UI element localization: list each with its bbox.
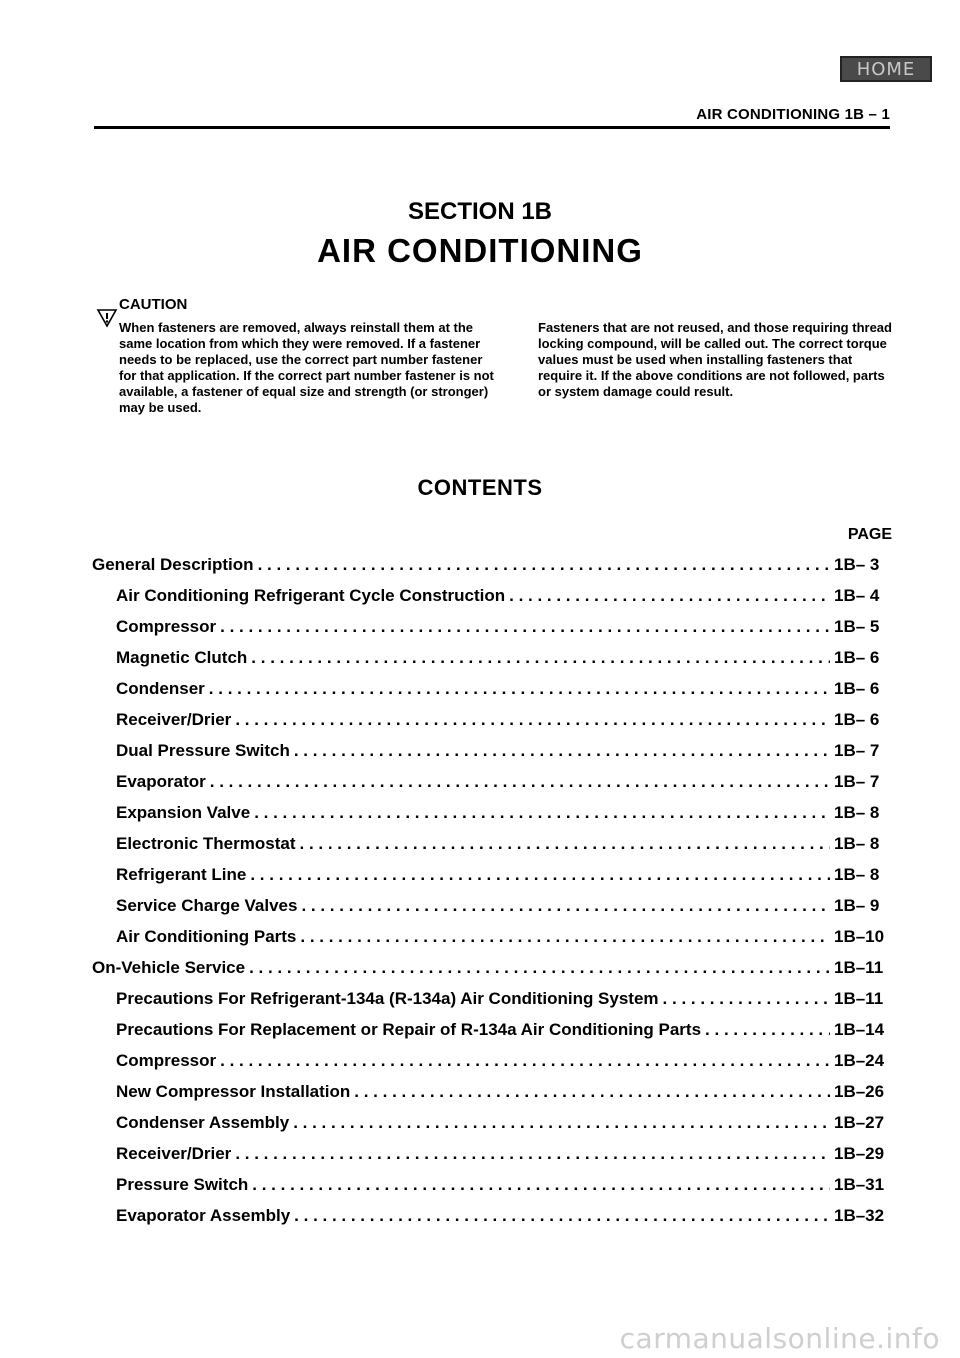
toc-entry-title: Dual Pressure Switch <box>116 741 290 760</box>
toc-entry[interactable] <box>92 1113 892 1144</box>
toc-entry-title: Evaporator <box>116 772 206 791</box>
toc-entry-title: On-Vehicle Service <box>92 958 246 977</box>
toc-entry-page: 1B–14 <box>834 1020 885 1039</box>
toc-entry[interactable] <box>92 1175 892 1206</box>
toc-entry-page: 1B–10 <box>834 927 885 946</box>
toc-entry-title: Air Conditioning Refrigerant Cycle Construction <box>116 586 506 605</box>
toc-leader-dots <box>220 617 830 637</box>
toc-entry-title: Receiver/Drier <box>116 1144 232 1163</box>
toc-leader-dots <box>301 896 830 916</box>
toc-entry[interactable] <box>92 1051 892 1082</box>
toc-entry[interactable] <box>92 989 892 1020</box>
caution-text-left: When fasteners are removed, always reinstall them at the same location from which they were removed. If a fastener needs to be replaced, use the correct part number fastener for that application. If the correct part number fastener is not available, a fastener of equal size and strength (or stronger) may be used. <box>119 320 494 415</box>
toc-entry[interactable] <box>92 1206 892 1237</box>
toc-entry-page: 1B–27 <box>834 1113 885 1132</box>
toc-entry-title: Air Conditioning Parts <box>116 927 297 946</box>
toc-entry-title: New Compressor Installation <box>116 1082 351 1101</box>
toc-entry[interactable] <box>92 648 892 679</box>
toc-leader-dots <box>293 1113 830 1133</box>
toc-entry[interactable] <box>92 772 892 803</box>
toc-leader-dots <box>250 865 830 885</box>
toc-entry-page: 1B– 8 <box>834 865 880 884</box>
contents-title: CONTENTS <box>417 475 543 500</box>
caution-text-right: Fasteners that are not reused, and those requiring thread locking compound, will be called out. The correct torque values must be used when installing fasteners that require it. If the above conditions are not followed, parts or system damage could result. <box>538 320 892 399</box>
toc-entry-title: Condenser Assembly <box>116 1113 290 1132</box>
toc-entry-title: Compressor <box>116 617 217 636</box>
toc-entry[interactable] <box>92 586 892 617</box>
toc-entry-title: Pressure Switch <box>116 1175 249 1194</box>
toc-entry-page: 1B– 6 <box>834 710 880 729</box>
toc-entry-page: 1B–11 <box>834 989 884 1008</box>
toc-leader-dots <box>235 1144 830 1164</box>
toc-entry[interactable] <box>92 958 892 989</box>
toc-entry-title: Receiver/Drier <box>116 710 232 729</box>
toc-entry[interactable] <box>92 896 892 927</box>
toc-entry-title: Compressor <box>116 1051 217 1070</box>
toc-entry[interactable] <box>92 741 892 772</box>
toc-entry-title: General Description <box>92 555 254 574</box>
table-of-contents <box>92 555 892 1237</box>
toc-entry-page: 1B– 6 <box>834 679 880 698</box>
toc-entry[interactable] <box>92 710 892 741</box>
toc-leader-dots <box>210 772 830 792</box>
toc-entry-page: 1B– 3 <box>834 555 880 574</box>
toc-entry-title: Electronic Thermostat <box>116 834 296 853</box>
toc-entry[interactable] <box>92 617 892 648</box>
toc-leader-dots <box>294 1206 830 1226</box>
toc-entry[interactable] <box>92 1020 892 1051</box>
header-rule <box>94 126 890 129</box>
toc-leader-dots <box>249 958 830 978</box>
toc-entry-page: 1B– 6 <box>834 648 880 667</box>
toc-entry-page: 1B– 8 <box>834 834 880 853</box>
toc-entry-page: 1B– 8 <box>834 803 880 822</box>
toc-entry[interactable] <box>92 1082 892 1113</box>
toc-entry[interactable] <box>92 1144 892 1175</box>
toc-entry-page: 1B– 7 <box>834 741 880 760</box>
page-title: AIR CONDITIONING <box>317 232 643 269</box>
toc-entry[interactable] <box>92 555 892 586</box>
toc-entry-page: 1B–26 <box>834 1082 885 1101</box>
toc-entry-title: Refrigerant Line <box>116 865 247 884</box>
toc-leader-dots <box>254 803 830 823</box>
home-button-label: HOME <box>856 58 916 80</box>
toc-leader-dots <box>300 834 831 854</box>
toc-entry-title: Precautions For Refrigerant-134a (R-134a) Air Conditioning System <box>116 989 659 1008</box>
toc-entry-title: Condenser <box>116 679 205 698</box>
toc-leader-dots <box>300 927 830 947</box>
caution-title: CAUTION <box>119 296 188 313</box>
toc-leader-dots <box>235 710 830 730</box>
toc-entry-page: 1B– 9 <box>834 896 880 915</box>
toc-leader-dots <box>663 989 830 1009</box>
toc-leader-dots <box>354 1082 830 1102</box>
toc-leader-dots <box>294 741 830 761</box>
toc-leader-dots <box>705 1020 830 1040</box>
home-button[interactable] <box>840 56 932 82</box>
toc-entry[interactable] <box>92 679 892 710</box>
toc-entry-page: 1B– 5 <box>834 617 880 636</box>
toc-entry-page: 1B–31 <box>834 1175 885 1194</box>
toc-entry-page: 1B–32 <box>834 1206 885 1225</box>
watermark: carmanualsonline.info <box>619 1322 940 1355</box>
toc-entry[interactable] <box>92 803 892 834</box>
toc-leader-dots <box>252 1175 830 1195</box>
toc-leader-dots <box>220 1051 830 1071</box>
toc-entry-page: 1B– 7 <box>834 772 880 791</box>
toc-leader-dots <box>509 586 830 606</box>
toc-entry-title: Expansion Valve <box>116 803 251 822</box>
toc-entry[interactable] <box>92 865 892 896</box>
toc-entry-title: Service Charge Valves <box>116 896 298 915</box>
toc-leader-dots <box>251 648 830 668</box>
toc-entry[interactable] <box>92 927 892 958</box>
toc-entry-page: 1B–24 <box>834 1051 885 1070</box>
toc-entry-title: Evaporator Assembly <box>116 1206 291 1225</box>
toc-entry-title: Precautions For Replacement or Repair of R-134a Air Conditioning Parts <box>116 1020 702 1039</box>
toc-entry-page: 1B–29 <box>834 1144 885 1163</box>
toc-entry[interactable] <box>92 834 892 865</box>
section-label: SECTION 1B <box>407 198 553 225</box>
toc-entry-page: 1B– 4 <box>834 586 880 605</box>
page-column-label: PAGE <box>847 526 892 543</box>
caution-icon <box>96 308 118 328</box>
toc-entry-page: 1B–11 <box>834 958 884 977</box>
toc-entry-title: Magnetic Clutch <box>116 648 248 667</box>
running-head: AIR CONDITIONING 1B – 1 <box>696 106 890 123</box>
toc-leader-dots <box>209 679 830 699</box>
toc-leader-dots <box>258 555 830 575</box>
